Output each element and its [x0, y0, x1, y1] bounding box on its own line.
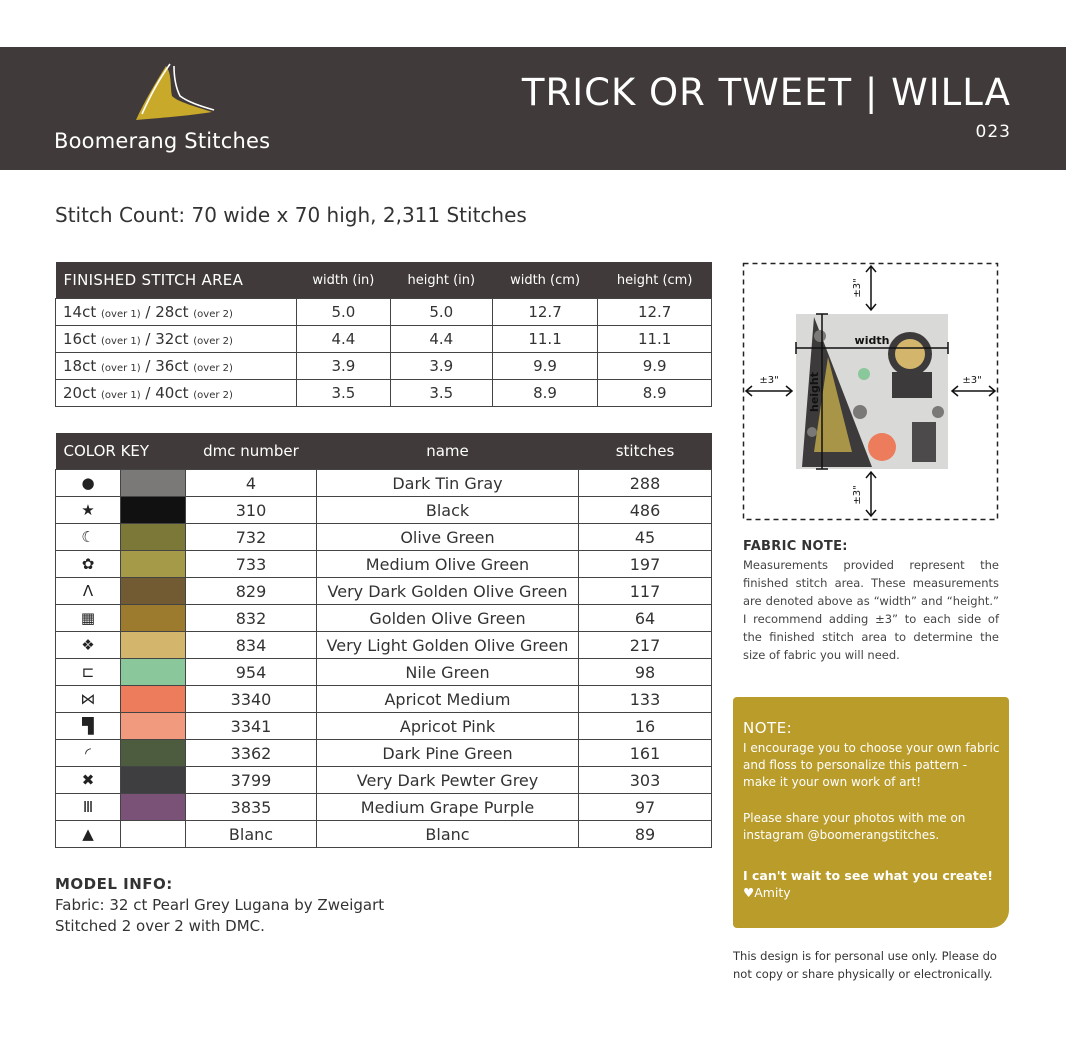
left-margin-label: ±3" [759, 375, 779, 386]
dmc-number: 3799 [186, 767, 317, 794]
color-swatch [121, 767, 185, 793]
color-swatch-cell [121, 470, 186, 497]
bars-icon: Ⅲ [56, 794, 121, 821]
bracket-icon: ⊏ [56, 659, 121, 686]
width-label: width [854, 334, 890, 347]
top-margin-arrow [866, 266, 876, 310]
dmc-number: 732 [186, 524, 317, 551]
table-row [56, 353, 712, 380]
color-name: Black [317, 497, 579, 524]
cross-icon: ✖ [56, 767, 121, 794]
stitch-count-label: Stitch Count: [55, 203, 186, 227]
color-name: Medium Grape Purple [317, 794, 579, 821]
grid-icon: ▦ [56, 605, 121, 632]
stitch-total: 89 [579, 821, 712, 848]
table-row [56, 794, 712, 821]
color-swatch [121, 524, 185, 550]
color-name: Apricot Medium [317, 686, 579, 713]
dmc-number: 733 [186, 551, 317, 578]
moon-icon: ☾ [56, 524, 121, 551]
count-over-2: 28ct [155, 303, 189, 321]
right-margin-arrow [952, 386, 995, 396]
stitch-total: 303 [579, 767, 712, 794]
measurement-cell: 8.9 [598, 380, 712, 407]
color-name: Dark Tin Gray [317, 470, 579, 497]
column-header: width (in) [297, 262, 391, 299]
chevron-up-icon: Λ [56, 578, 121, 605]
color-swatch-cell [121, 821, 186, 848]
fabric-note-text: Measurements provided represent the finished stitch area. These measurements are denoted above as “width” and “height.” I recommend adding ±3” to each side of the finished stitch area to determine the size of fabric you will need. [743, 558, 999, 662]
count-over-2: 36ct [155, 357, 189, 375]
note-paragraph-1: I encourage you to choose your own fabric and floss to personalize this pattern - make it your own work of art! [743, 741, 1000, 789]
measurement-cell: 3.5 [297, 380, 391, 407]
measurement-cell: 12.7 [492, 299, 597, 326]
thread-count-cell: 18ct (over 1) / 36ct (over 2) [56, 353, 297, 380]
color-name: Olive Green [317, 524, 579, 551]
measurement-cell: 11.1 [492, 326, 597, 353]
color-name: Very Dark Pewter Grey [317, 767, 579, 794]
measurement-cell: 12.7 [598, 299, 712, 326]
color-swatch-cell [121, 524, 186, 551]
color-swatch [121, 497, 185, 523]
color-name: Apricot Pink [317, 713, 579, 740]
color-swatch [121, 740, 185, 766]
fabric-note-heading: FABRIC NOTE: [743, 539, 848, 554]
model-info-heading: MODEL INFO: [55, 875, 173, 893]
color-swatch-cell [121, 605, 186, 632]
table-row [56, 380, 712, 407]
stitch-total: 161 [579, 740, 712, 767]
thread-count-cell: 14ct (over 1) / 28ct (over 2) [56, 299, 297, 326]
dmc-number: 3835 [186, 794, 317, 821]
count-note: (over 1) [101, 363, 141, 374]
count-over-1: 20ct [63, 384, 97, 402]
measurement-cell: 5.0 [390, 299, 492, 326]
color-swatch-cell [121, 686, 186, 713]
arc-icon: ◜ [56, 740, 121, 767]
flower-icon: ✿ [56, 551, 121, 578]
dmc-number: 834 [186, 632, 317, 659]
column-header: COLOR KEY [56, 433, 186, 470]
boomerang-logo-icon [128, 62, 218, 132]
model-info [55, 874, 384, 937]
color-swatch [121, 821, 185, 847]
table-row [56, 605, 712, 632]
stitch-total: 64 [579, 605, 712, 632]
count-note: (over 1) [101, 336, 141, 347]
table-row [56, 767, 712, 794]
table-row [56, 470, 712, 497]
disclaimer: This design is for personal use only. Please do not copy or share physically or electronically. [733, 949, 997, 981]
column-header: name [317, 433, 579, 470]
table-row [56, 740, 712, 767]
stitch-total: 98 [579, 659, 712, 686]
corner-icon: ▜ [56, 713, 121, 740]
measurement-cell: 3.9 [297, 353, 391, 380]
measurement-cell: 9.9 [492, 353, 597, 380]
color-swatch-cell [121, 794, 186, 821]
table-header-row [56, 262, 712, 299]
bottom-margin-arrow [866, 472, 876, 516]
color-name: Medium Olive Green [317, 551, 579, 578]
pattern-title: TRICK OR TWEET | WILLA [521, 71, 1011, 114]
color-name: Golden Olive Green [317, 605, 579, 632]
table-row [56, 326, 712, 353]
height-label: height [808, 371, 821, 413]
color-swatch-cell [121, 659, 186, 686]
finished-stitch-area-table [55, 262, 712, 407]
stitch-count-value: 70 wide x 70 high, 2,311 Stitches [185, 203, 527, 227]
count-note: (over 2) [193, 390, 233, 401]
count-note: (over 2) [193, 336, 233, 347]
measurement-cell: 4.4 [297, 326, 391, 353]
note-box [733, 697, 1009, 928]
column-header: stitches [579, 433, 712, 470]
count-note: (over 2) [193, 309, 233, 320]
note-signature: ♥Amity [743, 885, 791, 900]
top-margin-label: ±3" [852, 278, 863, 298]
color-swatch-cell [121, 632, 186, 659]
color-swatch-cell [121, 497, 186, 524]
diamonds-icon: ❖ [56, 632, 121, 659]
color-swatch-cell [121, 551, 186, 578]
color-name: Blanc [317, 821, 579, 848]
color-swatch-cell [121, 740, 186, 767]
stitch-count [55, 203, 527, 227]
table-row [56, 686, 712, 713]
note-paragraph-3: I can't wait to see what you create! [743, 868, 993, 883]
measurement-cell: 8.9 [492, 380, 597, 407]
fabric-size-diagram [742, 262, 999, 521]
measurement-cell: 3.5 [390, 380, 492, 407]
thread-count-cell: 16ct (over 1) / 32ct (over 2) [56, 326, 297, 353]
bottom-margin-label: ±3" [852, 485, 863, 505]
stitch-total: 117 [579, 578, 712, 605]
column-header: FINISHED STITCH AREA [56, 262, 297, 299]
table-header-row [56, 433, 712, 470]
stitch-total: 133 [579, 686, 712, 713]
color-swatch-cell [121, 578, 186, 605]
stitch-total: 486 [579, 497, 712, 524]
column-header: height (in) [390, 262, 492, 299]
color-swatch [121, 632, 185, 658]
measurement-cell: 9.9 [598, 353, 712, 380]
dmc-number: 3341 [186, 713, 317, 740]
stitch-total: 16 [579, 713, 712, 740]
note-heading: NOTE: [743, 719, 793, 737]
stitch-total: 97 [579, 794, 712, 821]
measurement-cell: 5.0 [297, 299, 391, 326]
stitch-total: 288 [579, 470, 712, 497]
count-note: (over 2) [193, 363, 233, 374]
count-over-2: 40ct [155, 384, 189, 402]
count-over-1: 14ct [63, 303, 97, 321]
right-margin-label: ±3" [962, 375, 982, 386]
color-swatch [121, 605, 185, 631]
measurement-cell: 11.1 [598, 326, 712, 353]
color-swatch [121, 713, 185, 739]
thread-count-cell: 20ct (over 1) / 40ct (over 2) [56, 380, 297, 407]
measurement-cell: 3.9 [390, 353, 492, 380]
stitch-total: 45 [579, 524, 712, 551]
count-over-2: 32ct [155, 330, 189, 348]
table-row [56, 632, 712, 659]
left-margin-arrow [746, 386, 792, 396]
dmc-number: Blanc [186, 821, 317, 848]
table-row [56, 524, 712, 551]
table-row [56, 578, 712, 605]
color-swatch [121, 470, 185, 496]
count-note: (over 1) [101, 390, 141, 401]
color-swatch [121, 659, 185, 685]
color-name: Dark Pine Green [317, 740, 579, 767]
model-info-stitched: Stitched 2 over 2 with DMC. [55, 917, 265, 935]
note-paragraph-2: Please share your photos with me on instagram @boomerangstitches. [743, 811, 966, 842]
circle-icon: ● [56, 470, 121, 497]
stitch-total: 197 [579, 551, 712, 578]
color-swatch [121, 551, 185, 577]
color-key-table [55, 433, 712, 848]
dmc-number: 310 [186, 497, 317, 524]
count-note: (over 1) [101, 309, 141, 320]
dmc-number: 3362 [186, 740, 317, 767]
bowtie-icon: ⋈ [56, 686, 121, 713]
dmc-number: 3340 [186, 686, 317, 713]
brand-name: Boomerang Stitches [54, 129, 271, 153]
column-header: dmc number [186, 433, 317, 470]
star-icon: ★ [56, 497, 121, 524]
color-swatch-cell [121, 767, 186, 794]
table-row [56, 659, 712, 686]
color-swatch [121, 686, 185, 712]
table-row [56, 713, 712, 740]
dmc-number: 832 [186, 605, 317, 632]
stitch-total: 217 [579, 632, 712, 659]
measurement-cell: 4.4 [390, 326, 492, 353]
table-row [56, 497, 712, 524]
triangle-icon: ▲ [56, 821, 121, 848]
color-swatch [121, 794, 185, 820]
table-row [56, 821, 712, 848]
color-swatch-cell [121, 713, 186, 740]
fabric-note [743, 538, 999, 664]
color-name: Very Dark Golden Olive Green [317, 578, 579, 605]
table-row [56, 299, 712, 326]
dmc-number: 4 [186, 470, 317, 497]
dmc-number: 954 [186, 659, 317, 686]
header-bar [0, 47, 1066, 170]
column-header: height (cm) [598, 262, 712, 299]
count-over-1: 18ct [63, 357, 97, 375]
count-over-1: 16ct [63, 330, 97, 348]
table-row [56, 551, 712, 578]
color-swatch [121, 578, 185, 604]
color-name: Very Light Golden Olive Green [317, 632, 579, 659]
pattern-number: 023 [975, 122, 1011, 142]
dmc-number: 829 [186, 578, 317, 605]
model-info-fabric: Fabric: 32 ct Pearl Grey Lugana by Zweigart [55, 896, 385, 914]
column-header: width (cm) [492, 262, 597, 299]
color-name: Nile Green [317, 659, 579, 686]
